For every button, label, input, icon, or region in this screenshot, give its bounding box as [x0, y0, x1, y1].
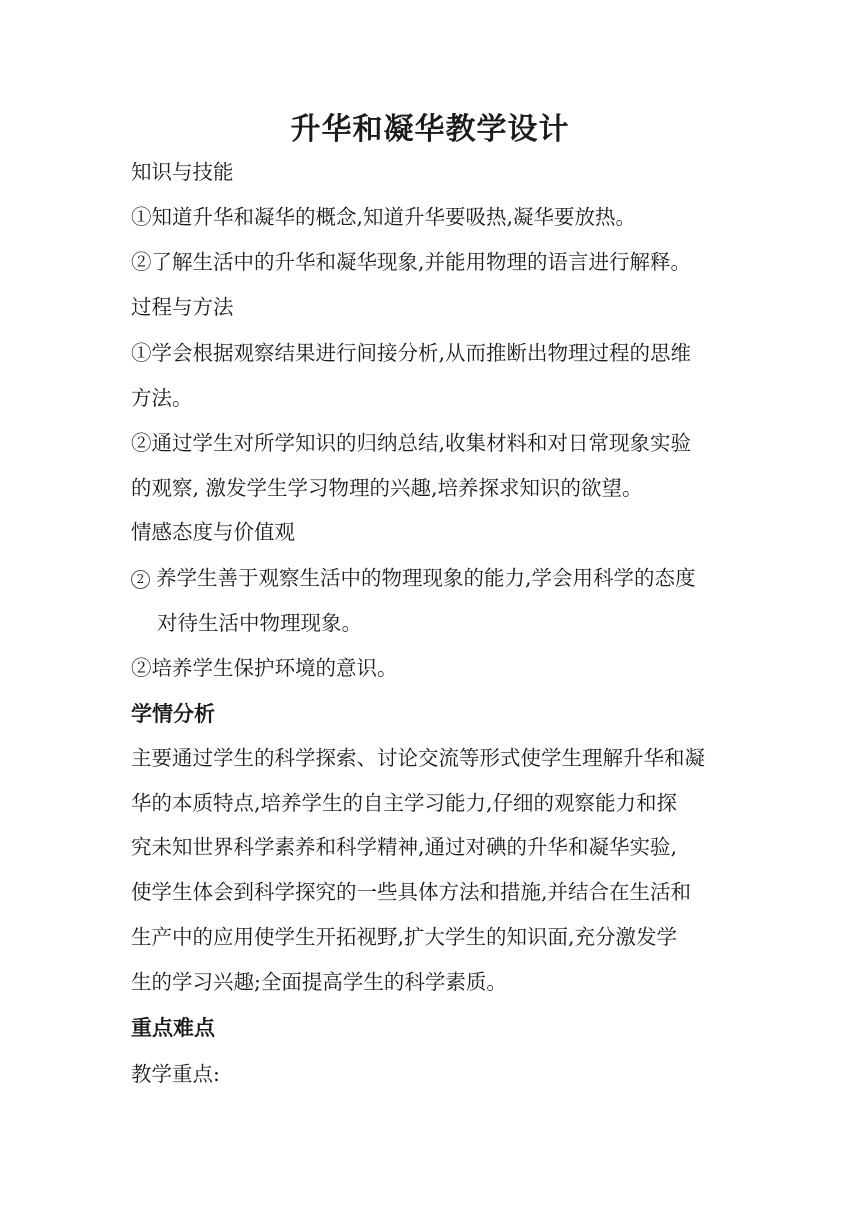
list-item: ①学会根据观察结果进行间接分析,从而推断出物理过程的思维 [131, 341, 692, 365]
subheading-knowledge: 知识与技能 [131, 160, 234, 184]
paragraph-line: 使学生体会到科学探究的一些具体方法和措施,并结合在生活和 [131, 880, 692, 904]
list-item [131, 564, 696, 592]
subheading-process: 过程与方法 [131, 295, 234, 319]
list-item: ②通过学生对所学知识的归纳总结,收集材料和对日常现象实验 [131, 431, 692, 455]
teaching-key-label: 教学重点: [131, 1062, 220, 1086]
list-item-continuation: 方法。 [131, 386, 193, 410]
list-item-continuation: 的观察, 激发学生学习物理的兴趣,培养探求知识的欲望。 [131, 476, 643, 500]
section-heading-key-points: 重点难点 [131, 1016, 215, 1040]
paragraph-line: 主要通过学生的科学探索、讨论交流等形式使学生理解升华和凝 [131, 746, 705, 770]
paragraph-line: 究未知世界科学素养和科学精神,通过对碘的升华和凝华实验, [131, 835, 678, 859]
list-item: ②培养学生保护环境的意识。 [131, 656, 398, 680]
document-title: 升华和凝华教学设计 [290, 112, 570, 147]
section-heading-learning-analysis: 学情分析 [131, 702, 215, 726]
paragraph-line: 生的学习兴趣;全面提高学生的科学素质。 [131, 970, 507, 994]
paragraph-line: 华的本质特点,培养学生的自主学习能力,仔细的观察能力和探 [131, 791, 678, 815]
list-item-text: 养学生善于观察生活中的物理现象的能力,学会用科学的态度 [156, 566, 696, 590]
circled-number-marker: 2 [131, 570, 150, 589]
list-item: ②了解生活中的升华和凝华现象,并能用物理的语言进行解释。 [131, 250, 692, 274]
paragraph-line: 生产中的应用使学生开拓视野,扩大学生的知识面,充分激发学 [131, 925, 678, 949]
list-item-continuation: 对待生活中物理现象。 [157, 611, 362, 635]
subheading-attitude: 情感态度与价值观 [131, 520, 295, 544]
list-item: ①知道升华和凝华的概念,知道升华要吸热,凝华要放热。 [131, 205, 637, 229]
